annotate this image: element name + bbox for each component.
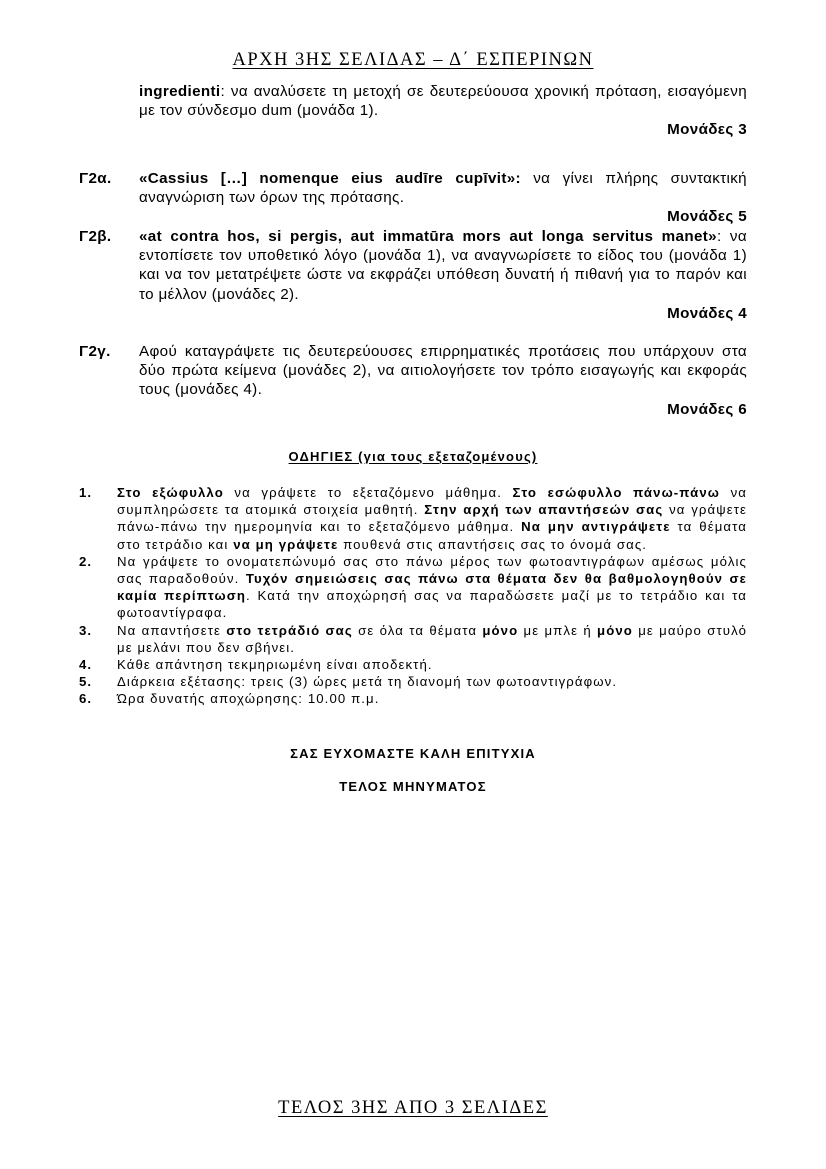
instruction-text: να γράψετε το εξεταζόμενο μάθημα. — [223, 485, 513, 500]
instruction-text: με μπλε ή — [518, 622, 598, 638]
instruction-item — [79, 673, 747, 690]
question-text — [139, 227, 747, 304]
instruction-number: 4. — [79, 657, 93, 673]
instructions-title — [0, 449, 826, 464]
instruction-item — [79, 553, 747, 622]
question-label: Γ2γ. — [79, 343, 111, 360]
instruction-emphasis: στο τετράδιό σας — [226, 622, 353, 638]
instruction-number: 2. — [79, 553, 93, 569]
instruction-emphasis: να μη γράψετε — [233, 536, 339, 552]
latin-quote: «at contra hos, si pergis, aut immatūra mors aut longa servitus manet» — [139, 228, 717, 245]
units-label: Μονάδες 3 — [667, 121, 747, 139]
instruction-text: σε όλα τα θέματα — [352, 622, 483, 638]
instruction-number: 1. — [79, 485, 93, 500]
instruction-number: 3. — [79, 622, 93, 638]
page-header — [0, 50, 826, 71]
page-footer-title: ΤΕΛΟΣ 3ΗΣ ΑΠΟ 3 ΣΕΛΙΔΕΣ — [278, 1098, 548, 1118]
instruction-emphasis: Στην αρχή των απαντήσεών σας — [424, 502, 664, 518]
instruction-emphasis: Τυχόν σημειώσεις σας πάνω στα θέματα δεν θα βαθμολογηθούν σε καμία περίπτωση — [117, 571, 747, 604]
question-label: Γ2β. — [79, 228, 112, 245]
instruction-text: να γράψετε πάνω-πάνω την ημερομηνία και το εξεταζόμενο μάθημα. — [117, 502, 748, 535]
question-text: Αφού καταγράψετε τις δευτερεύουσες επιρρηματικές προτάσεις που υπάρχουν στα δύο πρώτα κείμενα (μονάδες 2), να αιτιολογήσετε τον τρόπο εισαγωγής και εκφοράς τους (μονάδες 4). — [139, 343, 747, 399]
units-label: Μονάδες 6 — [667, 400, 747, 418]
instruction-emphasis: Στο εσώφυλλο πάνω-πάνω — [512, 485, 721, 500]
end-of-message: ΤΕΛΟΣ ΜΗΝΥΜΑΤΟΣ — [339, 779, 487, 794]
instructions-list — [79, 484, 747, 708]
question-text — [139, 82, 747, 120]
instruction-item — [79, 484, 747, 553]
instructions-title-text: ΟΔΗΓΙΕΣ (για τους εξεταζομένους) — [288, 449, 538, 464]
instruction-emphasis: μόνο — [597, 622, 633, 638]
instruction-emphasis: Στο εξώφυλλο — [117, 485, 224, 500]
question-instruction: να γίνει πλήρης συντακτική αναγνώριση των όρων της πρότασης. — [139, 170, 747, 207]
units-label: Μονάδες 5 — [667, 208, 747, 226]
instruction-text: να συμπληρώσετε τα ατομικά στοιχεία μαθητή. — [117, 485, 747, 518]
question-g2b — [79, 227, 747, 323]
instruction-text: πουθενά στις απαντήσεις σας το όνομά σας. — [338, 536, 648, 552]
instruction-text: Να γράψετε το ονοματεπώνυμό σας στο πάνω μέρος των φωτοαντιγράφων αμέσως μόλις σας παραδοθούν. — [117, 553, 747, 587]
question-continuation — [79, 82, 747, 140]
question-instruction: : να αναλύσετε τη μετοχή σε δευτερεύουσα χρονική πρόταση, εισαγόμενη με τον σύνδεσμο dum (μονάδα 1). — [139, 83, 747, 120]
good-luck-wish: ΣΑΣ ΕΥΧΟΜΑΣΤΕ ΚΑΛΗ ΕΠΙΤΥΧΙΑ — [290, 746, 536, 761]
latin-quote: «Cassius […] nomenque eius audīre cupīvit»: — [139, 170, 521, 187]
question-g2a — [79, 169, 747, 227]
instruction-number: 5. — [79, 674, 93, 690]
question-instruction: : να εντοπίσετε τον υποθετικό λόγο (μονάδα 1), να αναγνωρίσετε το είδος του (μονάδα 1) και να τον μετατρέψετε ώστε να εκφράζει υπόθεση δυνατή ή πιθανή για το παρόν και το μέλλον (μονάδες 2). — [139, 228, 747, 303]
instruction-emphasis: Να μην αντιγράψετε — [521, 519, 671, 535]
latin-term: ingredienti — [139, 83, 221, 100]
question-g2c — [79, 342, 747, 419]
units-label: Μονάδες 4 — [667, 304, 747, 322]
question-text — [139, 169, 747, 207]
instruction-emphasis: μόνο — [482, 622, 519, 638]
question-label: Γ2α. — [79, 170, 112, 187]
instruction-text: Ώρα δυνατής αποχώρησης: 10.00 π.μ. — [117, 691, 380, 707]
instruction-text: Κάθε απάντηση τεκμηριωμένη είναι αποδεκτή. — [117, 657, 433, 673]
instruction-text: Διάρκεια εξέτασης: τρεις (3) ώρες μετά τη διανομή των φωτοαντιγράφων. — [117, 674, 618, 690]
instruction-text: με μαύρο στυλό με μελάνι που δεν σβήνει. — [117, 622, 747, 655]
instruction-text: . Κατά την αποχώρησή σας να παραδώσετε μαζί με το τετράδιο και τα φωτοαντίγραφα. — [117, 588, 747, 621]
instruction-item — [79, 656, 747, 673]
instruction-text: Να απαντήσετε — [117, 622, 227, 638]
instruction-number: 6. — [79, 691, 93, 707]
page-footer — [0, 1098, 826, 1119]
instruction-item — [79, 690, 747, 707]
page-header-title: ΑΡΧΗ 3ΗΣ ΣΕΛΙΔΑΣ – Δ΄ ΕΣΠΕΡΙΝΩΝ — [232, 50, 594, 70]
instruction-text: τα θέματα στο τετράδιο και — [117, 519, 747, 552]
instruction-item — [79, 622, 747, 656]
